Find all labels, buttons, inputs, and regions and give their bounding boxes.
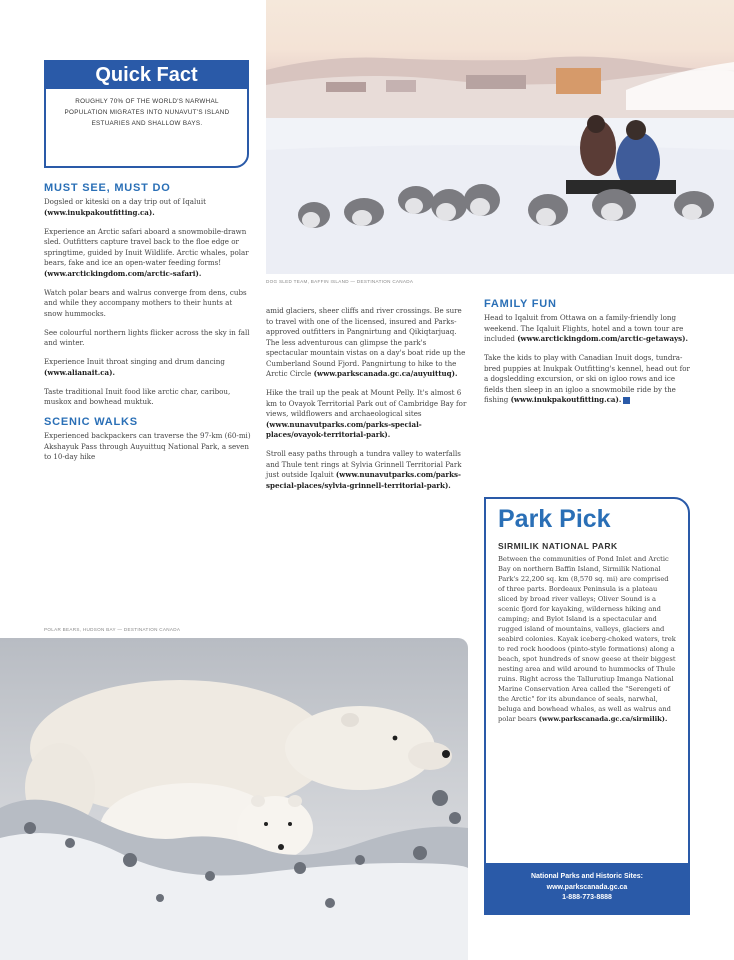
scenic-walks-heading: SCENIC WALKS: [44, 416, 138, 428]
paragraph-text: Dogsled or kiteski on a day trip out of Iqaluit: [44, 197, 206, 206]
footer-label: National Parks and Historic Sites:: [530, 873, 644, 880]
park-pick-title: Park Pick: [498, 505, 611, 533]
paragraph-link[interactable]: (www.inukpakoutfitting.ca).: [44, 207, 155, 217]
footer-phone: 1-888-773-8888: [562, 894, 612, 901]
paragraph-link[interactable]: (www.inukpakoutfitting.ca).: [510, 395, 622, 404]
top-photo-caption: DOG SLED TEAM, BAFFIN ISLAND — DESTINATION CANADA: [266, 279, 414, 284]
middle-paragraph: [266, 306, 470, 380]
must-see-paragraph: [44, 227, 252, 280]
right-column: [484, 298, 690, 414]
family-paragraph: [484, 353, 690, 406]
paragraph-link[interactable]: (www.arctickingdom.com/arctic-getaways).: [517, 334, 688, 343]
paragraph-text: Taste traditional Inuit food like arctic char, caribou, muskox and bowhead muktuk.: [44, 386, 231, 406]
paragraph-link[interactable]: (www.nunavutparks.com/parks-special-places/sylvia-grinnell-territorial-park).: [266, 470, 461, 490]
family-fun-heading: FAMILY FUN: [484, 298, 557, 310]
park-pick-subtitle-text: SIRMILIK NATIONAL PARK: [498, 541, 618, 551]
paragraph-text: Watch polar bears and walrus converge from dens, cubs and while they accompany mothers to their hunts at snow hummocks.: [44, 287, 247, 318]
paragraph-text: Experience an Arctic safari aboard a snowmobile-drawn sled. Outfitters capture travel back to the floe edge or springtime, guided by Inuit Wildlife. Arctic whales, polar bears, fake and ice an open-water feeding forms!: [44, 226, 249, 267]
must-see-paragraph: [44, 328, 252, 349]
must-see-heading: MUST SEE, MUST DO: [44, 182, 171, 194]
paragraph-link[interactable]: (www.parkscanada.gc.ca/auyuittuq).: [313, 369, 458, 378]
paragraph-text: Hike the trail up the peak at Mount Pelly. It's almost 6 km to Ovayok Territorial Park out of Cambridge Bay for views, wildflowers and archaeological sites: [266, 388, 467, 418]
paragraph-link[interactable]: (www.nunavutparks.com/parks-special-places/ovayok-territorial-park).: [266, 419, 422, 439]
paragraph-text: Head to Iqaluit from Ottawa on a family-friendly long weekend. The Iqaluit Flights, hotel and a town tour are included: [484, 313, 684, 343]
paragraph-text: See colourful northern lights flicker across the sky in fall and winter.: [44, 327, 250, 347]
family-fun-body: [484, 313, 690, 406]
scenic-walks-text: Experienced backpackers can traverse the 97-km (60-mi) Akshayuk Pass through Auyuittuq National Park, a seven to 10-day hike: [44, 431, 251, 461]
quick-fact-text: ROUGHLY 70% OF THE WORLD'S NARWHAL POPULATION MIGRATES INTO NUNAVUT'S ISLAND ESTUARIES AND SHALLOW BAYS.: [64, 98, 230, 127]
footer-website[interactable]: www.parkscanada.gc.ca: [546, 883, 628, 891]
dogsled-illustration: [266, 0, 734, 274]
park-pick-footer: [484, 863, 690, 915]
bottom-photo-caption: POLAR BEARS, HUDSON BAY — DESTINATION CANADA: [44, 627, 181, 632]
family-paragraph: [484, 313, 690, 345]
middle-column: [266, 306, 470, 500]
quick-fact-title: Quick Fact: [44, 60, 249, 89]
middle-paragraph: [266, 388, 470, 441]
must-see-paragraph: [44, 357, 252, 378]
left-column: [44, 182, 252, 463]
must-see-paragraph: [44, 197, 252, 218]
paragraph-text: Experience Inuit throat singing and drum dancing: [44, 357, 225, 366]
middle-paragraph: [266, 449, 470, 491]
paragraph-link[interactable]: (www.arctickingdom.com/arctic-safari).: [44, 268, 202, 278]
must-see-body: [44, 197, 252, 408]
polar-bears-photo: [0, 638, 468, 960]
park-pick-text: Between the communities of Pond Inlet and Arctic Bay on northern Baffin Island, Sirmilik National Park's 22,200 sq. km (8,570 sq. mi) are comprised of three parts. Bordeaux Peninsula is a plateau sliced by broad river valleys; Oliver Sound is a scenic fjord for kayaking, wilderness hiking and camping; and Bylot Island is a spectacular and rugged island of mountains, valleys, glaciers and seabird colonies. Kayak iceberg-choked waters, trek to red rock hoodoos (pinto-style formations) along a beach, spot hundreds of snow geese at their biggest nesting area and wild around to hummocks of Thule ruins. Right across the Tallurutiup Imanga National Marine Conservation Area called the "Serengeti of the Arctic" for its abundance of seals, narwhal, beluga and bowhead whales, as well as walrus and polar bears: [498, 555, 676, 723]
park-pick-subtitle: [498, 541, 618, 551]
dogsled-photo: [266, 0, 734, 274]
must-see-paragraph: [44, 288, 252, 320]
park-pick-link[interactable]: (www.parkscanada.gc.ca/sirmilik).: [538, 715, 668, 723]
paragraph-text: Stroll easy paths through a tundra valley to waterfalls and Thule tent rings at Sylvia Grinnell Territorial Park just outside Iqaluit: [266, 449, 462, 479]
must-see-paragraph: [44, 387, 252, 408]
paragraph-text: amid glaciers, sheer cliffs and river crossings. Be sure to travel with one of the licensed, insured and Parks-approved outfitters in Pangnirtung and Qikiqtarjuaq. The less adventurous can glimpse the park's spectacular mountain vistas on a day's boat ride up the Cumberland Sound Fjord. Pangnirtung to hike to the Arctic Circle: [266, 306, 466, 378]
paragraph-link[interactable]: (www.alianait.ca).: [44, 367, 115, 377]
park-pick-body: [498, 554, 676, 724]
paragraph-text: Take the kids to play with Canadian Inuit dogs, tundra-bred puppies at Inukpak Outfitting's kennel, head out for a dogsledding excursion, or ski on igloo rows and ice fields then sleep in an igloo a snowmobile ride by the fishing: [484, 353, 690, 404]
end-mark-icon: [623, 397, 630, 404]
polar-bears-illustration: [0, 638, 468, 960]
